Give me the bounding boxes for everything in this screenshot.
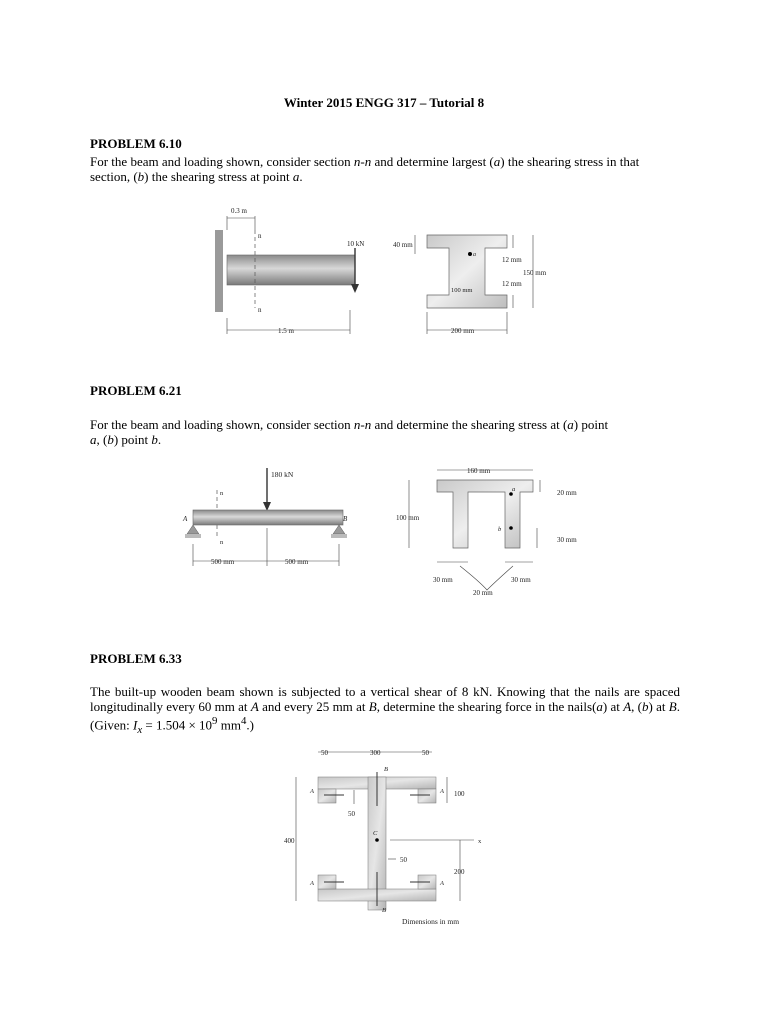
load-label: 10 kN [347,240,365,248]
dim-12b-label: 12 mm [502,280,522,288]
point-b-dot [509,526,513,530]
i-section [427,235,507,308]
problem-6-21-figure [175,462,595,602]
top-right-block [418,789,436,803]
problem-6-33-heading: PROBLEM 6.33 [90,651,182,666]
dim-200-label: 200 [454,868,465,876]
wall-support [215,230,223,312]
load-label: 180 kN [271,470,294,479]
dim-50l-label: 50 [321,749,328,757]
dim-40-label: 40 mm [393,241,413,249]
problem-6-10-heading: PROBLEM 6.10 [90,136,182,151]
point-b-label: b [498,526,502,533]
page-title: Winter 2015 ENGG 317 – Tutorial 8 [283,95,485,110]
dim-100-label: 100 mm [451,287,473,294]
span-label: 1.5 m [278,327,294,335]
n-top-label: n [220,490,224,497]
dim-150-label: 150 mm [523,269,547,277]
top-left-block [318,789,336,803]
pin-support-a [187,525,199,534]
dim-160-label: 160 mm [467,467,491,475]
n-top-label: n [258,232,262,240]
dim-30b-label: 30 mm [511,576,531,584]
label-a-lr: A [440,880,444,887]
dim-20-label: 20 mm [557,489,577,497]
dim-20b-label: 20 mm [473,589,493,597]
label-a-ul: A [310,788,314,795]
dim-12a-label: 12 mm [502,256,522,264]
dim-300-label: 300 [370,749,381,757]
label-a-ur: A [440,788,444,795]
point-a-label: a [512,486,516,493]
point-a-label: a [473,252,476,258]
cantilever-beam [227,255,355,285]
centroid-dot [375,838,379,842]
point-a-dot [468,252,472,256]
dimensions-note: Dimensions in mm [402,917,460,926]
problem-6-33-text: The built-up wooden beam shown is subjected to a vertical shear of 8 kN. Knowing that the nails are spaced longitudinally every 60 mm at A and every 25 mm at B, determine the shearing force in the nails(a) at A, (b) at B. (Given: $I_x = 1.504 \times 10^9$ $mm^4$.) [90,684,680,736]
n-bottom-label: n [258,306,262,314]
support-a-label: A [183,515,188,523]
problem-6-21-heading: PROBLEM 6.21 [90,383,182,398]
dim-50m-label: 50 [348,810,355,818]
support-b-label: B [343,515,348,523]
point-b-top-label: B [384,766,388,773]
dim-500b-label: 500 mm [285,558,309,566]
problem-6-33-figure [282,742,492,932]
point-b-bottom-label: B [382,907,386,914]
label-a-ll: A [310,880,314,887]
centroid-c-label: C [373,830,378,837]
roller-support-b [333,525,345,534]
pi-section [437,480,533,548]
problem-6-10-text: For the beam and loading shown, consider section n-n and determine largest (a) the shearing stress in that section, (b) the shearing stress at point a. [90,154,640,184]
dim-50w-label: 50 [400,856,407,864]
dim-100-label: 100 mm [396,514,420,522]
dim-30a-label: 30 mm [433,576,453,584]
problem-6-10-figure [205,200,565,350]
problem-6-21-text: For the beam and loading shown, consider section n-n and determine the shearing stress at (a) point a, (b) point b. [90,417,609,447]
dim-100-label: 100 [454,790,465,798]
simply-supported-beam [193,510,343,525]
dim-03-label: 0.3 m [231,207,247,215]
dim-50r-label: 50 [422,749,429,757]
dim-30r-label: 30 mm [557,536,577,544]
dim-400-label: 400 [284,837,295,845]
axis-x-label: x [478,838,482,845]
n-bottom-label: n [220,539,224,546]
dim-200-label: 200 mm [451,327,475,335]
dim-500a-label: 500 mm [211,558,235,566]
